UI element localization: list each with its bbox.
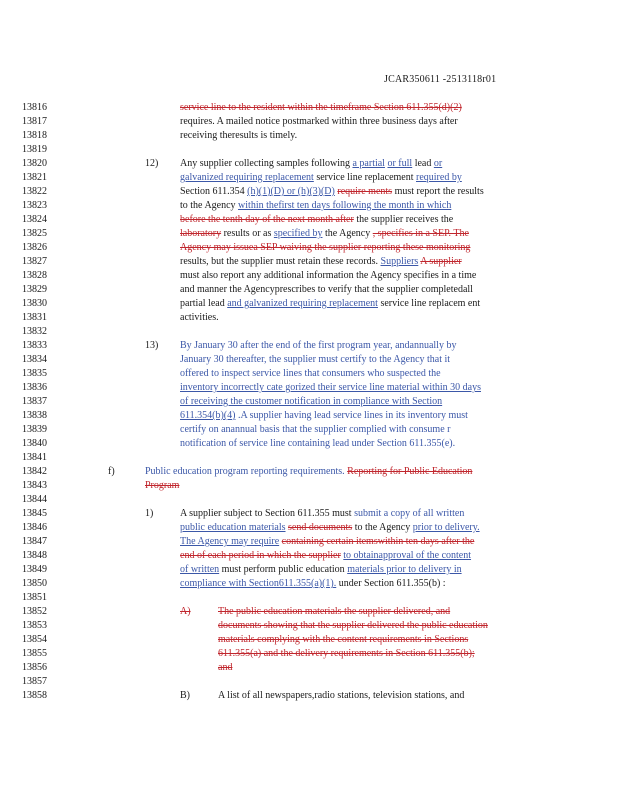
line-number: 13836 bbox=[22, 382, 47, 393]
line-number: 13851 bbox=[22, 592, 47, 603]
text: the Agency bbox=[324, 228, 371, 239]
text-line: A list of all newspapers,radio stations, television stations, and bbox=[218, 690, 465, 701]
line-number: 13833 bbox=[22, 340, 47, 351]
deleted-text: before the tenth day of the next month after bbox=[180, 214, 354, 225]
page-header: JCAR350611 -2513118r01 bbox=[384, 74, 497, 85]
inserted-text: within thefirst ten days following the month in which bbox=[238, 200, 452, 211]
deleted-text: laboratory bbox=[180, 228, 222, 239]
line-number: 13826 bbox=[22, 242, 47, 253]
line-number: 13822 bbox=[22, 186, 47, 197]
text: must perform public education bbox=[221, 564, 345, 575]
text-line bbox=[145, 466, 472, 478]
text: results, but the supplier must retain these records. bbox=[180, 256, 379, 267]
text-line: requires. A mailed notice postmarked within three business days after bbox=[180, 116, 458, 127]
text-line: must also report any additional information the Agency specifies in a time bbox=[180, 270, 477, 281]
deleted-paragraph-line: materials complying with the content requirements in Sections bbox=[218, 634, 469, 645]
inserted-text: required by bbox=[416, 172, 462, 183]
inserted-text: or bbox=[433, 158, 443, 169]
deleted-text: Agency may issuea SEP waiving the supplier reporting these monitoring bbox=[180, 242, 471, 253]
line-number: 13831 bbox=[22, 312, 47, 323]
inserted-text: to obtainapproval of the content bbox=[343, 550, 472, 561]
inserted-text: The Agency may require bbox=[180, 536, 280, 547]
line-number: 13834 bbox=[22, 354, 47, 365]
text: results or as bbox=[223, 228, 272, 239]
line-number: 13854 bbox=[22, 634, 47, 645]
item-letter: A) bbox=[180, 606, 191, 617]
inserted-text: or full bbox=[387, 158, 413, 169]
text-line bbox=[180, 102, 462, 114]
text: Any supplier collecting samples following bbox=[180, 158, 350, 169]
deleted-text: Program bbox=[145, 480, 180, 491]
text-line bbox=[180, 228, 469, 240]
inserted-text: and galvanized requiring replacement bbox=[227, 298, 378, 309]
text-line bbox=[180, 564, 462, 576]
line-number: 13835 bbox=[22, 368, 47, 379]
item-number: 1) bbox=[145, 508, 154, 519]
deleted-text: A supplier bbox=[420, 256, 462, 267]
text-line bbox=[180, 214, 453, 226]
line-number: 13816 bbox=[22, 102, 47, 113]
line-number: 13858 bbox=[22, 690, 47, 701]
text-line bbox=[145, 480, 179, 492]
deleted-text: service line to the resident within the timeframe Section 611.355(d)(2) bbox=[180, 102, 462, 113]
line-number: 13828 bbox=[22, 270, 47, 281]
line-number: 13842 bbox=[22, 466, 47, 477]
inserted-text: of written bbox=[180, 564, 220, 575]
inserted-paragraph-line: notification of service line containing lead under Section 611.355(e). bbox=[180, 438, 456, 449]
text-line bbox=[180, 158, 442, 170]
inserted-paragraph-line: certify on anannual basis that the supplier complied with consume r bbox=[180, 424, 451, 435]
deleted-paragraph-line: The public education materials the supplier delivered, and bbox=[218, 606, 451, 617]
text: to the Agency bbox=[180, 200, 236, 211]
inserted-text: prior to delivery. bbox=[412, 522, 480, 533]
text-line bbox=[180, 298, 480, 310]
text-line bbox=[180, 256, 462, 268]
inserted-text: materials prior to delivery in bbox=[347, 564, 462, 575]
deleted-text: Reporting for Public Education bbox=[347, 466, 473, 477]
inserted-text: galvanized requiring replacement bbox=[180, 172, 314, 183]
line-number: 13817 bbox=[22, 116, 47, 127]
line-number: 13821 bbox=[22, 172, 47, 183]
text: lead bbox=[414, 158, 432, 169]
text: A supplier subject to Section 611.355 must bbox=[180, 508, 352, 519]
line-number: 13825 bbox=[22, 228, 47, 239]
line-number: 13841 bbox=[22, 452, 47, 463]
inserted-text: Public education program reporting requirements. bbox=[145, 466, 345, 477]
line-number: 13827 bbox=[22, 256, 47, 267]
deleted-paragraph-line: and bbox=[218, 662, 233, 673]
line-number: 13848 bbox=[22, 550, 47, 561]
line-number: 13846 bbox=[22, 522, 47, 533]
deleted-paragraph-line: 611.355(a) and the delivery requirements in Section 611.355(b); bbox=[218, 648, 475, 659]
line-number: 13840 bbox=[22, 438, 47, 449]
line-number: 13844 bbox=[22, 494, 47, 505]
line-number: 13847 bbox=[22, 536, 47, 547]
text: Section 611.354 bbox=[180, 186, 245, 197]
inserted-text: 611.354(b)(4) bbox=[180, 410, 236, 421]
inserted-text: public education materials bbox=[180, 522, 286, 533]
line-number: 13837 bbox=[22, 396, 47, 407]
deleted-paragraph-line: documents showing that the supplier delivered the public education bbox=[218, 620, 488, 631]
line-number: 13830 bbox=[22, 298, 47, 309]
text: to the Agency bbox=[354, 522, 411, 533]
text-line bbox=[180, 186, 484, 198]
text-line bbox=[180, 522, 480, 534]
text-line: activities. bbox=[180, 312, 219, 323]
inserted-paragraph-line: inventory incorrectly cate gorized their service line material within 30 days bbox=[180, 382, 481, 393]
line-number: 13818 bbox=[22, 130, 47, 141]
line-number: 13852 bbox=[22, 606, 47, 617]
line-number: 13845 bbox=[22, 508, 47, 519]
text-line bbox=[180, 200, 451, 212]
line-number: 13839 bbox=[22, 424, 47, 435]
deleted-text: , specifies in a SEP. The bbox=[372, 228, 469, 239]
inserted-text: a partial bbox=[352, 158, 385, 169]
section-letter: f) bbox=[108, 466, 115, 477]
inserted-paragraph-line: By January 30 after the end of the first program year, andannually by bbox=[180, 340, 457, 351]
deleted-text: containing certain itemswithin ten days after the bbox=[281, 536, 475, 547]
inserted-text: submit a copy of all written bbox=[354, 508, 465, 519]
text-line bbox=[180, 550, 471, 562]
text: service line replacem ent bbox=[380, 298, 481, 309]
text-line: receiving theresults is timely. bbox=[180, 130, 298, 141]
line-number: 13832 bbox=[22, 326, 47, 337]
text-line bbox=[180, 508, 464, 520]
text: service line replacement bbox=[316, 172, 414, 183]
line-number: 13823 bbox=[22, 200, 47, 211]
text-line bbox=[180, 242, 470, 254]
inserted-text: compliance with Section611.355(a)(1). bbox=[180, 578, 337, 589]
text: the supplier receives the bbox=[356, 214, 454, 225]
deleted-text: end of each period in which the supplier bbox=[180, 550, 341, 561]
line-number: 13819 bbox=[22, 144, 47, 155]
line-number: 13843 bbox=[22, 480, 47, 491]
inserted-paragraph-line: of receiving the customer notification in compliance with Section bbox=[180, 396, 443, 407]
text-line: and manner the Agencyprescribes to verify that the supplier completedall bbox=[180, 284, 473, 295]
text-line bbox=[180, 410, 468, 422]
line-number: 13857 bbox=[22, 676, 47, 687]
line-number: 13856 bbox=[22, 662, 47, 673]
line-number: 13824 bbox=[22, 214, 47, 225]
line-number: 13855 bbox=[22, 648, 47, 659]
text-line bbox=[180, 578, 446, 590]
inserted-text: (h)(1)(D) or (h)(3)(D) bbox=[247, 186, 335, 197]
text: must report the results bbox=[394, 186, 484, 197]
text-line bbox=[180, 172, 462, 184]
item-letter: B) bbox=[180, 690, 190, 701]
inserted-text: specified by bbox=[273, 228, 323, 239]
deleted-text: require ments bbox=[337, 186, 393, 197]
text: under Section 611.355(b) : bbox=[338, 578, 446, 589]
text-line bbox=[180, 536, 474, 548]
line-number: 13853 bbox=[22, 620, 47, 631]
inserted-paragraph-line: offered to inspect service lines that consumers who suspected the bbox=[180, 368, 441, 379]
line-number: 13850 bbox=[22, 578, 47, 589]
text: partial lead bbox=[180, 298, 225, 309]
line-number: 13849 bbox=[22, 564, 47, 575]
line-number: 13838 bbox=[22, 410, 47, 421]
inserted-text: .A supplier having lead service lines in its inventory must bbox=[237, 410, 468, 421]
deleted-text: send documents bbox=[288, 522, 353, 533]
inserted-text: Suppliers bbox=[380, 256, 419, 267]
line-number: 13829 bbox=[22, 284, 47, 295]
line-number: 13820 bbox=[22, 158, 47, 169]
item-number: 13) bbox=[145, 340, 159, 351]
inserted-paragraph-line: January 30 thereafter, the supplier must certify to the Agency that it bbox=[180, 354, 451, 365]
item-number: 12) bbox=[145, 158, 159, 169]
